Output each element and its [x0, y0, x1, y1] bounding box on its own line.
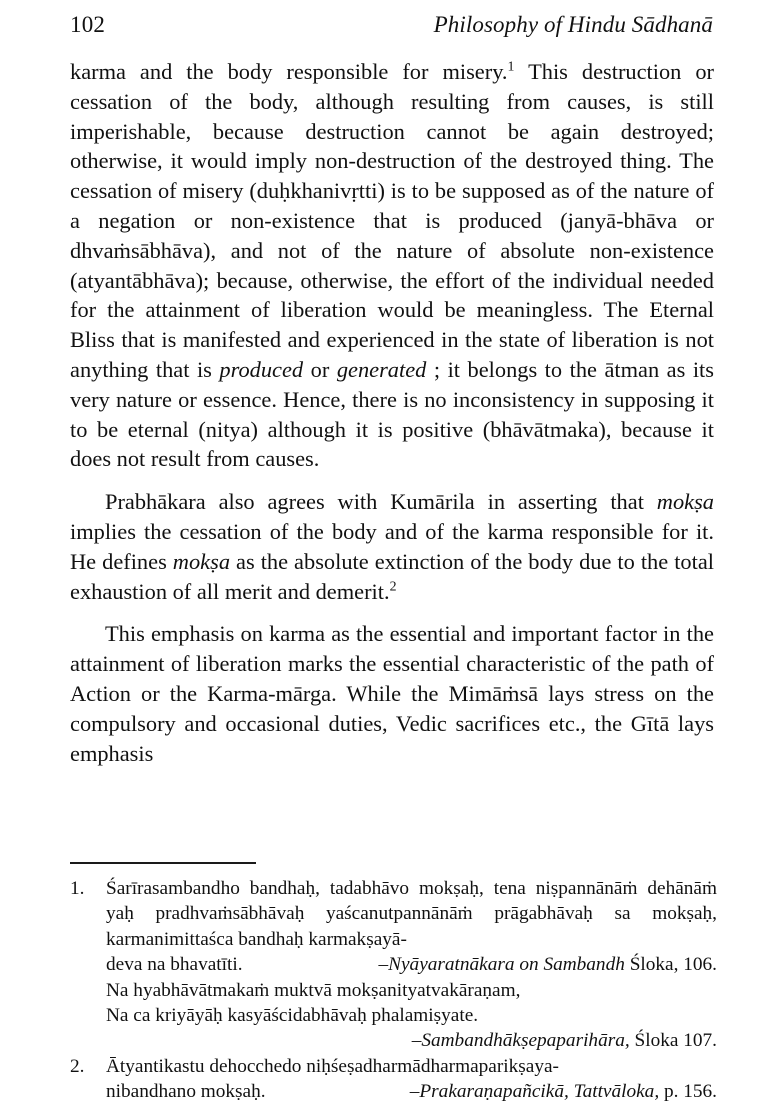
paragraph-1-run-4: ; it belongs to the ātman as its very nature or essence. Hence, there is no inconsistency in supposing it to be eternal (nitya) although it is positive (bhāvātmaka), because it does not result from causes.	[70, 356, 714, 472]
footnote-ref-2[interactable]: 2	[389, 579, 397, 595]
body-text-column	[70, 57, 714, 768]
footnote-2-tail-text: nibandhano mokṣaḥ.	[106, 1081, 266, 1103]
footnote-separator-rule	[70, 862, 256, 864]
footnote-1-end-citation-locator: Śloka 107.	[634, 1030, 717, 1052]
paragraph-2-emphasis-moksa-1: mokṣa	[656, 489, 714, 515]
footnote-ref-1[interactable]: 1	[507, 59, 515, 75]
footnote-1-tail-text: deva na bhavatīti.	[106, 954, 243, 976]
footnote-item-2	[70, 1054, 717, 1105]
footnote-1-verse-line-2: Na ca kriyāyāḥ kasyāścidabhāvaḥ phalamiṣyate.	[106, 1005, 479, 1027]
paragraph-2	[70, 487, 714, 606]
footnote-1-citation	[379, 952, 718, 977]
footnotes-section	[70, 862, 717, 1105]
footnote-2-citation	[410, 1079, 717, 1104]
footnote-2-citation-source: –Prakaraṇapañcikā, Tattvāloka,	[409, 1081, 660, 1103]
footnote-1-end-citation	[106, 1028, 717, 1053]
footnote-2-citation-locator: p. 156.	[663, 1081, 717, 1103]
book-title: Philosophy of Hindu Sādhanā	[433, 12, 713, 37]
footnote-1-verse-line-1: Na hyabhāvātmakaṁ muktvā mokṣanityatvakāraṇam,	[106, 979, 521, 1001]
paragraph-1	[70, 57, 714, 474]
paragraph-2-run-2: implies the cessation of the body and of the karma responsible for it. He defines	[70, 518, 714, 574]
paragraph-1-emphasis-produced: produced	[219, 356, 304, 382]
paragraph-2-run-3: as the absolute extinction of the body due to the total exhaustion of all merit and demerit.	[70, 548, 714, 604]
running-head	[70, 12, 713, 38]
paragraph-1-run-2: This destruction or cessation of the body, although resulting from causes, is still imperishable, because destruction cannot be again destroyed; otherwise, it would imply non-destruction of the destroyed thing. The cessation of misery (duḥkhanivṛtti) is to be supposed as of the nature of a negation or non-existence that is produced (janyā-bhāva or dhvaṁsābhāva), and not of the nature of absolute non-existence (atyantābhāva); because, otherwise, the effort of the individual needed for the attainment of liberation would be meaningless. The Eternal Bliss that is manifested and experienced in the state of liberation is not anything that is	[70, 59, 715, 382]
footnote-1-citation-row	[106, 952, 717, 977]
paragraph-3-run-1: This emphasis on karma as the essential and important factor in the attainment of liberation marks the essential characteristic of the path of Action or the Karma-mārga. While the Mimāṁsā lays stress on the compulsory and occasional duties, Vedic sacrifices etc., the Gītā lays emphasis	[70, 621, 714, 766]
footnote-item-1	[70, 876, 717, 1054]
paragraph-3	[70, 619, 714, 768]
paragraph-2-emphasis-moksa-2: mokṣa	[172, 548, 231, 574]
footnote-number-1: 1.	[70, 878, 85, 899]
paragraph-1-run-3: or	[303, 356, 337, 382]
footnote-2-citation-row	[106, 1079, 717, 1104]
footnote-1-end-citation-source: –Sambandhākṣepaparihāra,	[411, 1030, 630, 1052]
footnote-1-citation-locator: Śloka, 106.	[629, 954, 717, 976]
paragraph-1-run-1: karma and the body responsible for misery.	[70, 59, 508, 84]
footnote-1-citation-source: –Nyāyaratnākara on Sambandh	[378, 954, 625, 976]
footnote-2-body: Ātyantikastu dehocchedo niḥśeṣadharmādharmaparikṣaya-	[106, 1055, 559, 1077]
footnote-number-2: 2.	[70, 1055, 85, 1077]
footnote-1-body: Śarīrasambandho bandhaḥ, tadabhāvo mokṣaḥ, tena niṣpannānāṁ dehānāṁ yaḥ pradhvaṁsābhāvaḥ yaścanutpannānāṁ prāgabhāvaḥ sa mokṣaḥ, karmanimittaśca bandhaḥ karmakṣayā-	[106, 878, 717, 950]
page-number: 102	[70, 12, 106, 37]
paragraph-2-run-1: Prabhākara also agrees with Kumārila in asserting that	[105, 489, 657, 515]
paragraph-1-emphasis-generated: generated	[336, 356, 427, 382]
